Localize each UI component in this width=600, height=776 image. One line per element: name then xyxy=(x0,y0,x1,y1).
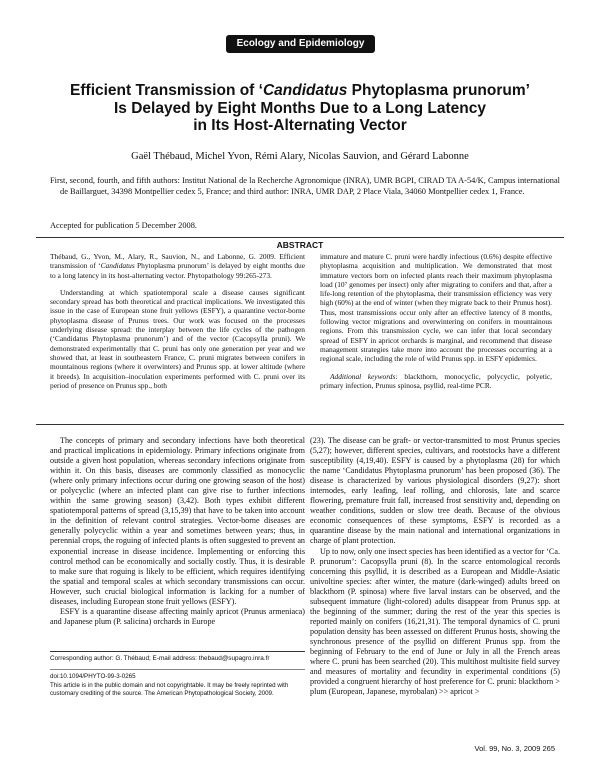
section-header xyxy=(0,0,600,54)
citation-italic: Candidatus xyxy=(100,261,135,271)
corresponding-author: Corresponding author: G. Thébaud; E-mail address: thebaud@supagro.inra.fr xyxy=(50,655,270,662)
abstract-heading: ABSTRACT xyxy=(276,240,324,250)
title-line: Is Delayed by Eight Months Due to a Long Latency xyxy=(113,99,487,117)
body-right-column xyxy=(310,436,560,697)
title-line: in Its Host-Alternating Vector xyxy=(193,117,407,134)
section-label: Ecology and Epidemiology xyxy=(226,35,375,53)
citation-part: Thébaud, G., Yvon, M., Alary, R., Sauvion, N., and Labonne, G. 2009. Efficient transmission of ‘ xyxy=(50,252,305,271)
divider xyxy=(50,651,305,652)
page-footer: Vol. 99, No. 3, 2009 265 xyxy=(474,744,555,753)
body-paragraph: ESFY is a quarantine disease affecting mainly apricot (Prunus armeniaca) and Japanese plum (P. salicina) orchards in Europe xyxy=(50,606,305,626)
divider xyxy=(36,424,564,425)
accepted-date: Accepted for publication 5 December 2008. xyxy=(50,221,197,230)
title-part: Phytoplasma prunorum’ xyxy=(347,82,530,99)
affiliations xyxy=(50,176,560,197)
citation xyxy=(50,252,305,280)
doi-text: doi:10.1094/PHYTO-99-3-0265 xyxy=(50,673,136,680)
divider xyxy=(36,237,564,238)
affiliation-text: First, second, fourth, and fifth authors: Institut National de la Recherche Agronomique (INRA), UMR BGPI, CIRAD TA A-54/K, Campus international de Baillarguet, 34398 Montpellier cedex 5, France; and third author: INRA, UMR DAP, 2 Place Viala, 34060 Montpellier cedex 1, France. xyxy=(50,176,560,196)
body-paragraph: Up to now, only one insect species has been identified as a vector for ‘Ca. P. prunorum’: Cacopsylla pruni (8). In the scarce entomological records concerning this psyllid, it is described as a European and Middle-Asiatic univoltine species: after winter, the mature (dark-winged) adults breed on blackthorn (P. spinosa) where five larval instars can be observed, and the subsequent immature (light-colored) adults disappear from Prunus spp. at the beginning of the summer; during the rest of the year this species is reported mainly on conifers (16,21,31). The temporal dynamics of C. pruni population density has been assessed on different Prunus hosts, showing the synchronous presence of the psyllid on different Prunus spp. from the beginning of February to the end of June or July in all the French areas where C. pruni has been searched (20). This multihost multisite field survey and measures of mortality and fecundity in experimental conditions (5) provided a congruent hierarchy of host preference for C. pruni: blackthorn > plum (European, Japanese, myrobalan) >> apricot > xyxy=(310,546,560,697)
keywords-label: Additional keywords: xyxy=(330,371,398,381)
abstract-paragraph: Understanding at which spatiotemporal scale a disease causes significant secondary spread has both theoretical and practical implications. We investigated this issue in the case of European stone fruit yellows (ESFY), a quarantine vector-borne phytoplasma disease of Prunus trees. Our work was focused on the processes underlying disease spread: the interplay between the life cycles of the pathogen (‘Candidatus Phytoplasma prunorum’) and of the vector (Cacopsylla pruni). We demonstrated experimentally that C. pruni has only one generation per year and we showed that, at least in southeastern France, C. pruni migrates between conifers in mountainous regions (where it overwinters) and Prunus spp. at lower altitude (where it breeds). In acquisition–inoculation experiments performed with C. pruni over its period of presence on Prunus spp., both xyxy=(50,287,305,390)
divider xyxy=(50,669,305,670)
body-left-column xyxy=(50,436,305,627)
author-list: Gaël Thébaud, Michel Yvon, Rémi Alary, Nicolas Sauvion, and Gérard Labonne xyxy=(131,151,469,162)
title-part: Efficient Transmission of ‘ xyxy=(70,82,263,99)
abstract-right-column xyxy=(320,252,552,390)
copyright-text: This article is in the public domain and not copyrightable. It may be freely reprinted with customary crediting of the source. The American Phytopathological Society, 2009. xyxy=(50,681,289,698)
title-italic: Candidatus xyxy=(262,82,348,99)
abstract-paragraph: immature and mature C. pruni were hardly infectious (0.6%) despite effective phytoplasma acquisition and multiplication. We demonstrated that most immature vectors born on infected plants reach their maximum phytoplasma load (10⁷ genomes per insect) only after migrating to conifers and that, after a life-long retention of the phytoplasma, their transmission efficiency was very high (60%) at the end of winter (when they migrate back to their Prunus host). Thus, most transmissions occur only after an effective latency of 8 months, following vector migrations and overwintering on conifers in mountainous regions. From this transmission cycle, we can infer that local secondary spread of ESFY in apricot orchards is marginal, and recommend that disease management strategies take more into account the processes occurring at a regional scale, including the role of wild Prunus spp. in ESFY epidemics. xyxy=(320,252,552,364)
footnote xyxy=(50,673,305,699)
body-paragraph: The concepts of primary and secondary infections have both theoretical and practical implications in epidemiology. Primary infections originate from outside a given host population, whereas secondary infections originate from within it. On this basis, diseases are commonly classified as monocyclic (where only primary infections occur during one growing season of the host) or polycyclic (where an infected plant can give rise to further infections within the same growing season) (3,42). Both types exhibit different spatiotemporal patterns of spread (3,15,39) that have to be taken into account in the definition of relevant control strategies. Vector-borne diseases are generally polycyclic within a year and sometimes between years; thus, in perennial crops, the roguing of infected plants is often suggested to prevent an exponential increase in disease incidence. Implementing or enforcing this control method can be economically and socially costly. Thus, it is desirable to make sure that roguing is likely to be efficient, which requires identifying the spatial and temporal scales at which secondary transmissions can occur. However, such crucial biological information is lacking for a number of diseases, including European stone fruit yellows (ESFY). xyxy=(50,436,305,606)
body-paragraph: (23). The disease can be graft- or vector-transmitted to most Prunus species (5,27); however, different species, cultivars, and rootstocks have a different susceptibility (4,19,40). ESFY is caused by a phytoplasma (28) for which the name ‘Candidatus Phytoplasma prunorum’ has been proposed (36). The disease is characterized by various physiological disorders (9,27): short internodes, early leafing, leaf rolling, and chlorosis, late and scarce flowering, premature fruit fall, increased frost sensitivity and, depending on weather conditions, sudden or slow tree death. Because of the obvious economic consequences of these symptoms, ESFY is recorded as a quarantine disease by the main national and international organizations in charge of plant protection. xyxy=(310,436,560,546)
article-title xyxy=(60,82,540,135)
keywords-list: blackthorn, monocyclic, polycyclic, polyetic, primary infection, Prunus spinosa, psyllid, real-time PCR. xyxy=(320,371,553,390)
citation-part: Phytoplasma prunorum’ is delayed by eight months due to a long latency in its host-alternating vector. Phytopathology 99:265-273. xyxy=(50,261,305,280)
abstract-left-column xyxy=(50,252,305,390)
keywords xyxy=(320,372,552,391)
